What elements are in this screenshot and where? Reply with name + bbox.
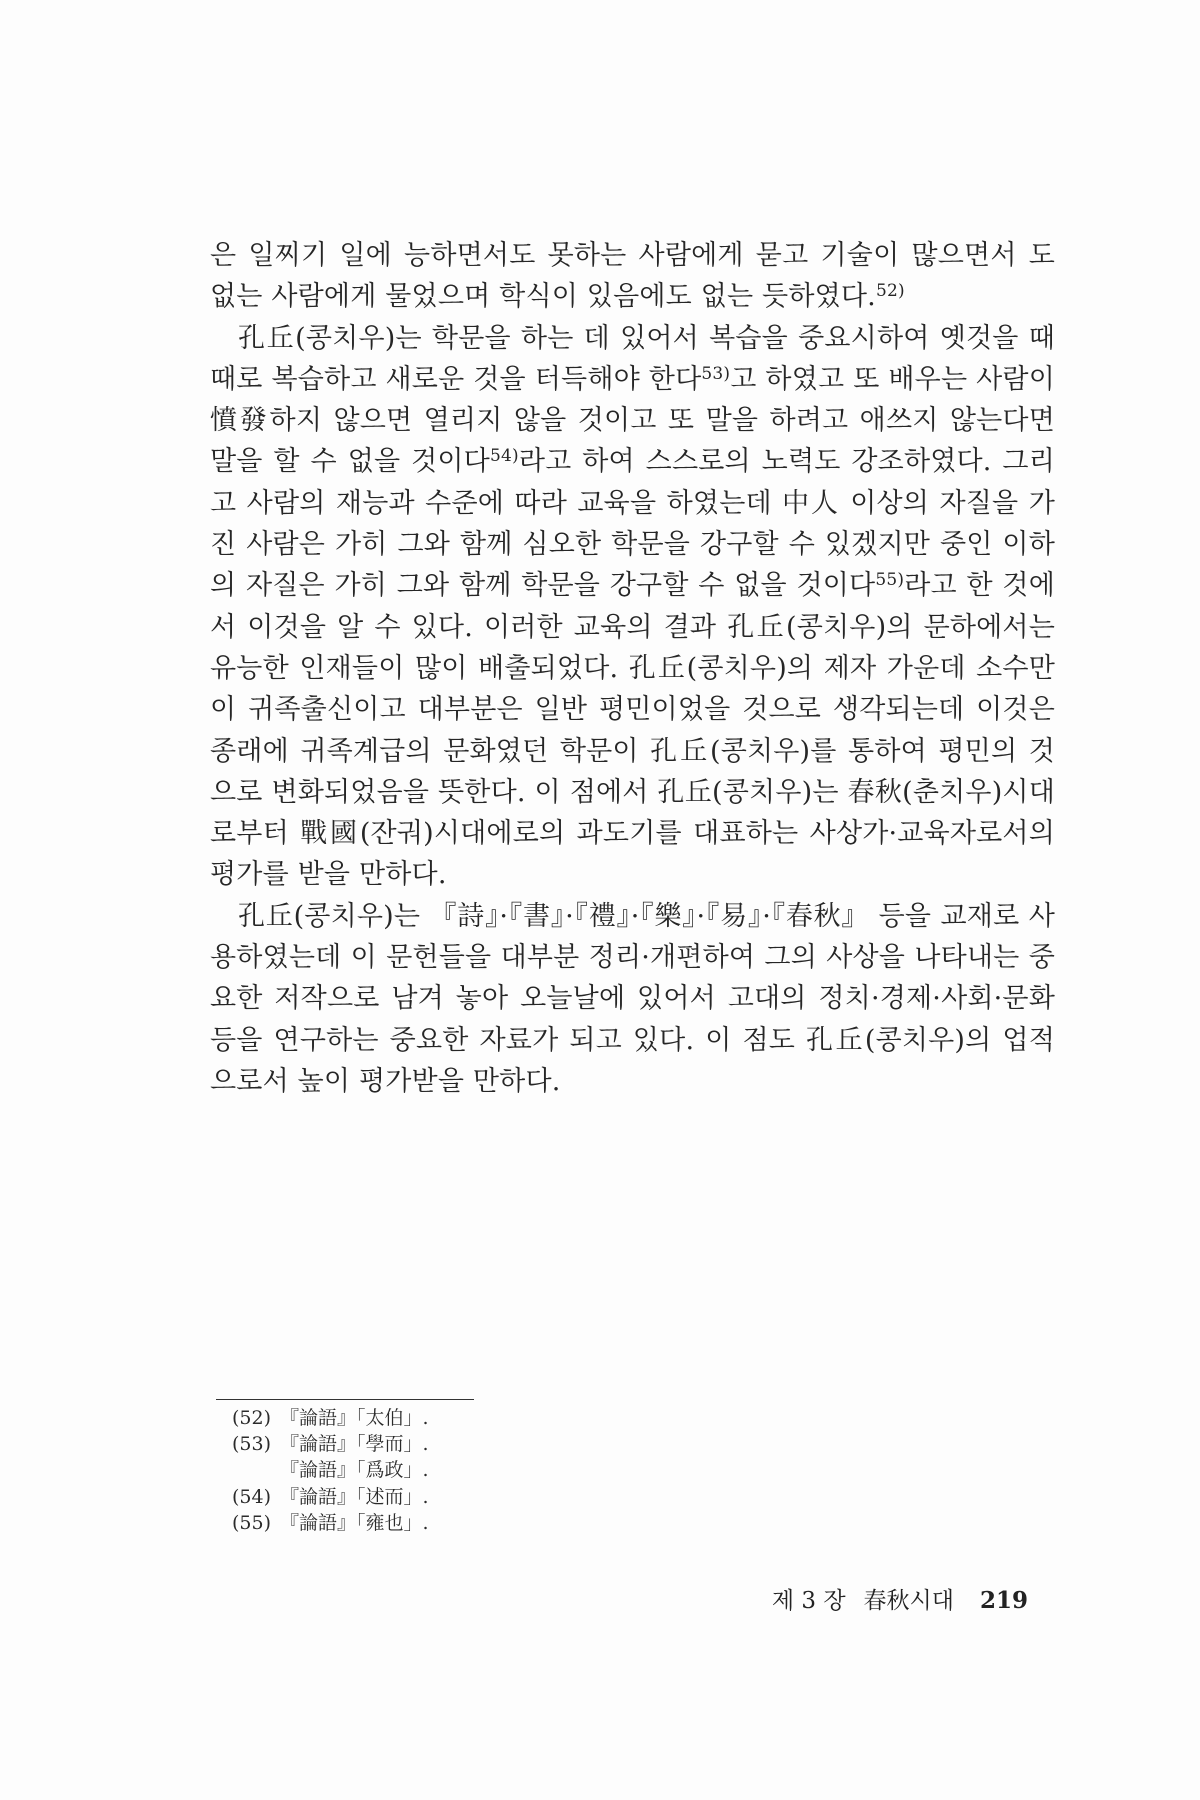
footnote-divider [216,1399,474,1400]
footnote-54 [232,1484,632,1510]
footnote-number: (55) [232,1511,272,1534]
paragraph-text: 은 일찌기 일에 능하면서도 못하는 사람에게 묻고 기술이 많으면서 도 없는 사람에게 물었으며 학식이 있음에도 없는 듯하였다. [210,240,1055,313]
footnote-53 [232,1431,632,1457]
footnote-text: 『論語』「學而」. [280,1433,429,1456]
paragraph-text: 라고 한 것에서 이것을 알 수 있다. 이러한 교육의 결과 孔丘(콩치우)의 문하에서는 유능한 인재들이 많이 배출되었다. 孔丘(콩치우)의 제자 가운데 소수만이 귀족출신이고 대부분은 일반 평민이었을 것으로 생각되는데 이것은 종래에 귀족계급의 문화였던 학문이 孔丘(콩치우)를 통하여 평민의 것으로 변화되었음을 뜻한다. 이 점에서 孔丘(콩치우)는 春秋(춘치우)시대로부터 戰國(잔궈)시대에로의 과도기를 대표하는 사상가·교육자로서의 평가를 받을 만하다. [210,570,1055,891]
footnote-text: 『論語』「太伯」. [280,1407,429,1429]
body-text [210,235,1055,1102]
footnote-text: 『論語』「述而」. [280,1485,429,1508]
chapter-title: 春秋시대 [863,1588,954,1614]
footnote-marker: 54) [489,446,519,467]
running-footer [754,1582,1028,1615]
footnote-53-continued [232,1457,632,1483]
footnote-marker: 55) [875,570,905,591]
paragraph-2 [210,318,1055,896]
footnote-52 [232,1405,632,1431]
paragraph-text: 孔丘(콩치우)는 학문을 하는 데 있어서 복습을 중요시하여 옛것을 때때로 복습하고 새로운 것을 터득해야 한다 [210,322,1055,395]
paragraph-1 [210,235,1055,318]
page-number: 219 [979,1587,1028,1614]
chapter-label: 제 3 장 [771,1588,846,1614]
footnote-number: (54) [232,1485,272,1508]
paragraph-3 [210,896,1055,1102]
paragraph-text: 孔丘(콩치우)는 『詩』·『書』·『禮』·『樂』·『易』·『春秋』 등을 교재로 사용하였는데 이 문헌들을 대부분 정리·개편하여 그의 사상을 나타내는 중요한 저작으로 남겨 놓아 오늘날에 있어서 고대의 정치·경제·사회·문화 등을 연구하는 중요한 자료가 되고 있다. 이 점도 孔丘(콩치우)의 업적으로서 높이 평가받을 만하다. [210,900,1055,1097]
footnote-text: 『論語』「雍也」. [280,1511,429,1534]
footnote-marker: 52) [875,281,905,302]
paragraph-text: 라고 하여 스스로의 노력도 강조하였다. 그리고 사람의 재능과 수준에 따라 교육을 하였는데 中人 이상의 자질을 가진 사람은 가히 그와 함께 심오한 학문을 강구할 수 있겠지만 중인 이하의 자질은 가히 그와 함께 학문을 강구할 수 없을 것이다 [210,446,1055,602]
footnotes [232,1405,632,1536]
footnote-marker: 53) [701,363,731,384]
footnote-text: 『論語』「爲政」. [280,1459,429,1482]
footnote-55 [232,1510,632,1536]
footnote-number: (53) [232,1433,272,1456]
paragraph-text: 고 하였고 또 배우는 사람이 憤發하지 않으면 열리지 않을 것이고 또 말을 하려고 애쓰지 않는다면 말을 할 수 없을 것이다 [210,363,1055,478]
footnote-number: (52) [232,1407,272,1429]
